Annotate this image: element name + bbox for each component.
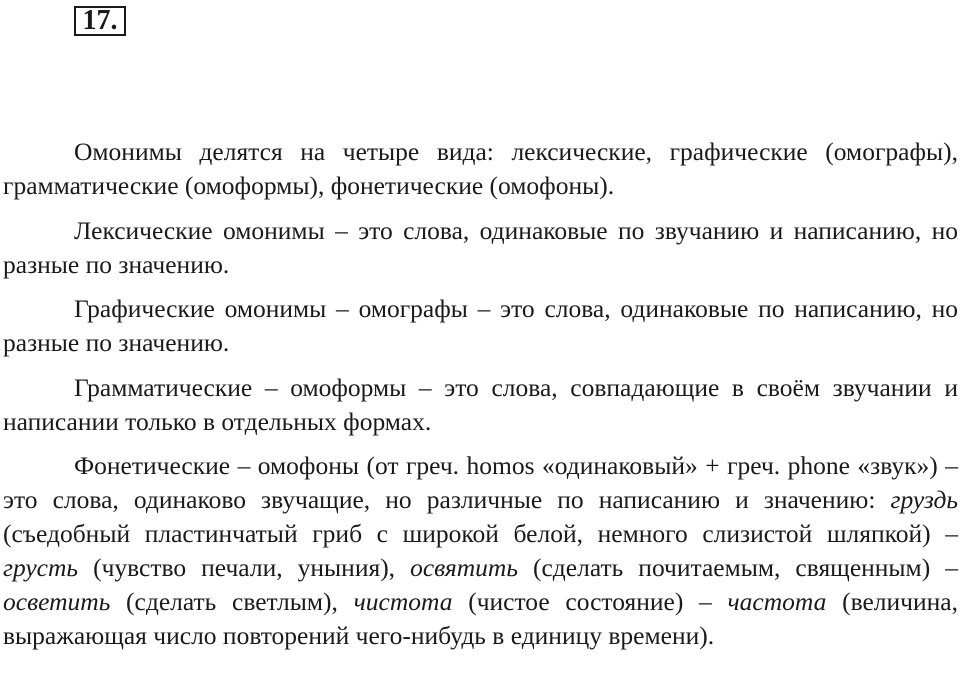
paragraph-homophones <box>3 449 958 653</box>
example-definition: (съедобный пластинчатый гриб с широкой белой, немного слизистой шляпкой) – <box>3 519 958 548</box>
paragraph-lexical-homonyms: Лексические омонимы – это слова, одинаковые по звучанию и написанию, но разные по значению. <box>3 215 958 279</box>
example-word: освятить <box>410 553 518 582</box>
exercise-number: 17. <box>74 6 126 36</box>
example-word: груздь <box>890 485 958 514</box>
example-definition: (величина, выражающая число повторений чего-нибудь в единицу времени). <box>3 587 958 650</box>
paragraph-homographs: Графические омонимы – омографы – это слова, одинаковые по написанию, но разные по значению. <box>3 294 958 357</box>
example-word: чистота <box>353 587 453 616</box>
example-definition: (сделать почитаемым, священным) – <box>517 553 958 582</box>
homophones-intro: Фонетические – омофоны (от греч. homos «одинаковый» + греч. phone «звук») – это слова, одинаково звучащие, но различные по написанию и значению: <box>3 451 958 514</box>
example-word: осветить <box>3 587 111 616</box>
example-definition: (чувство печали, уныния), <box>78 553 411 582</box>
paragraph-homonym-types: Омонимы делятся на четыре вида: лексические, графические (омографы), грамматические (омоформы), фонетические (омофоны). <box>3 137 958 200</box>
example-word: частота <box>727 587 827 616</box>
example-word: грусть <box>3 553 79 582</box>
example-definition: (чистое состояние) – <box>452 587 728 616</box>
example-definition: (сделать светлым), <box>110 587 354 616</box>
paragraph-homoforms: Грамматические – омоформы – это слова, совпадающие в своём звучании и написании только в отдельных формах. <box>3 372 958 436</box>
text-body <box>3 135 958 653</box>
